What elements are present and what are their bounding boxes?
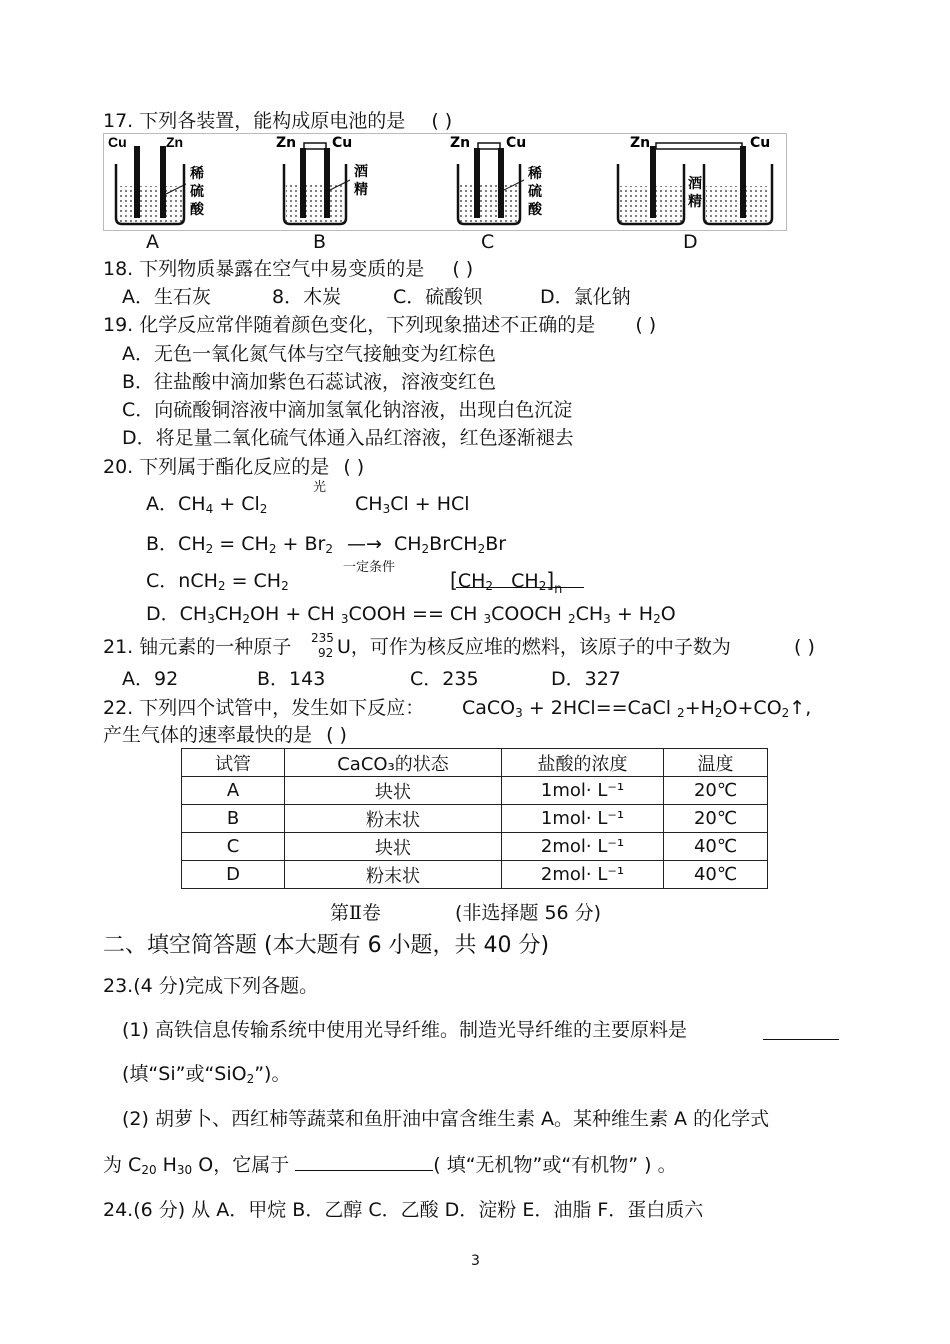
q20-c-label: C． (146, 570, 179, 592)
q22-stem: 22. 下列四个试管中，发生如下反应： (103, 697, 425, 719)
table-cell: 20℃ (664, 777, 768, 805)
q21-stem-b-wrap (337, 638, 731, 657)
q20-d-label: D． (146, 603, 180, 625)
q20-a-condition: 光 (313, 480, 327, 495)
q23-formula-prefix: 为 C (103, 1154, 142, 1176)
q24-stem: 24.(6 分) 从 A．甲烷 B．乙醇 C．乙酸 D．淀粉 E．油脂 F．蛋白质六 (103, 1199, 704, 1221)
label-cu: Cu (332, 135, 353, 151)
q18-option-d: D．氯化钠 (540, 286, 631, 308)
table-cell: 2mol· L⁻¹ (502, 833, 664, 861)
label-cu: Cu (506, 135, 527, 151)
q20-c-polymer: [$CH_2$ $CH_2]_n$ (450, 568, 563, 597)
wire (304, 143, 326, 149)
q20-paren: ( ) (343, 456, 365, 478)
q21-option-d: D．327 (551, 668, 621, 690)
section-heading: 二、填空简答题 (本大题有 6 小题，共 40 分) (103, 933, 550, 958)
figure-label-a: A (146, 231, 159, 253)
liquid-char: 硫 (190, 184, 204, 200)
q21-atomic-number: 92 (318, 646, 334, 660)
label-zn: Zn (276, 135, 297, 151)
figure-d (618, 135, 772, 224)
table-row (182, 805, 768, 833)
table-cell: 2mol· L⁻¹ (502, 861, 664, 889)
label-zn: Zn (450, 135, 471, 151)
table-cell: 块状 (285, 833, 502, 861)
q23-part2-blank[interactable] (295, 1154, 433, 1171)
part2-note: (非选择题 56 分) (455, 902, 602, 924)
q18-option-a: A．生石灰 (122, 286, 211, 308)
q22-line2 (103, 726, 347, 745)
q22-line2-text: 产生气体的速率最快的是 (103, 724, 313, 746)
table-row (182, 833, 768, 861)
table-cell: 40℃ (664, 833, 768, 861)
label-cu: Cu (108, 134, 127, 150)
q23-part2: (2) 胡萝卜、西红柿等蔬菜和鱼肝油中富含维生素 A。某种维生素 A 的化学式 (122, 1108, 770, 1130)
table-header: 盐酸的浓度 (502, 749, 664, 777)
label-cu: Cu (750, 135, 771, 151)
table-cell: 块状 (285, 777, 502, 805)
q19-stem-text: 19. 化学反应常伴随着颜色变化，下列现象描述不正确的是 (103, 314, 596, 336)
q21-option-c: C．235 (410, 668, 479, 690)
electrode-cu (134, 146, 140, 218)
q20-a-label: A． (146, 493, 178, 515)
q20-c-bond-line (456, 587, 584, 588)
table-cell: 40℃ (664, 861, 768, 889)
q21-symbol: U (337, 636, 351, 658)
q20-option-a: A．$CH_4 + Cl_2$ (146, 493, 268, 516)
table-header: 试管 (182, 749, 285, 777)
q19-option-d: D．将足量二氧化硫气体通入品红溶液，红色逐渐褪去 (122, 427, 574, 449)
q18-option-c: C．硫酸钡 (393, 286, 483, 308)
q17-apparatus-figures (104, 134, 786, 230)
figure-label-d: D (683, 231, 698, 253)
liquid-char: 酒 (354, 164, 368, 180)
figure-label-c: C (481, 231, 495, 253)
table-cell: 粉末状 (285, 861, 502, 889)
figure-label-b: B (313, 231, 327, 253)
q18-stem-text: 18. 下列物质暴露在空气中易变质的是 (103, 258, 425, 280)
table-cell: 20℃ (664, 805, 768, 833)
liquid-char: 酸 (190, 202, 204, 218)
liquid-char: 硫 (528, 184, 542, 200)
q17-stem (103, 112, 452, 131)
q17-stem-text: 17. 下列各装置，能构成原电池的是 (103, 110, 406, 132)
q17-figure-strip (103, 133, 787, 231)
q20-stem-text: 20. 下列属于酯化反应的是 (103, 456, 330, 478)
q20-a-product: $CH_3Cl$ + HCl (355, 493, 470, 516)
liquid-char: 酸 (528, 202, 542, 218)
q20-b-arrow: —→ (347, 533, 382, 555)
q20-option-c: C．$nCH_2 = CH_2$ (146, 570, 289, 593)
q23-stem: 23.(4 分)完成下列各题。 (103, 975, 319, 997)
table-header: CaCO₃的状态 (285, 749, 502, 777)
label-zn: Zn (630, 135, 651, 151)
q23-formula-suffix: O，它属于 (198, 1154, 290, 1176)
q19-option-b: B．往盐酸中滴加紫色石蕊试液，溶液变红色 (122, 371, 497, 393)
table-cell: 1mol· L⁻¹ (502, 805, 664, 833)
table-header-row (182, 749, 768, 777)
table-cell: 粉末状 (285, 805, 502, 833)
q18-paren: ( ) (452, 258, 474, 280)
q19-paren: ( ) (635, 314, 657, 336)
q23-part1-hint-b: ”)。 (254, 1063, 291, 1085)
q21-option-b: B．143 (257, 668, 326, 690)
q18-stem (103, 260, 473, 279)
q20-option-d: D．$CH_3CH_2OH$ + CH $_3$COOH == CH $_3$COOCH $_2CH_3 + H_2O$ (146, 603, 676, 626)
table-row (182, 861, 768, 889)
figure-a (108, 134, 205, 224)
liquid-char: 稀 (528, 166, 542, 182)
label-zn: Zn (166, 134, 184, 150)
q21-mass-number: 235 (311, 631, 334, 645)
q23-part1-blank[interactable] (763, 1021, 839, 1044)
q20-b-label: B． (146, 533, 179, 555)
q19-stem (103, 316, 656, 335)
part2-title: 第Ⅱ卷 (330, 902, 381, 924)
liquid-char: 稀 (190, 166, 204, 182)
q23-part1-hint-a: (填“Si”或“SiO (122, 1063, 247, 1085)
q20-c-condition: 一定条件 (343, 560, 396, 575)
table-cell: D (182, 861, 285, 889)
figure-b (276, 135, 368, 224)
table-cell: B (182, 805, 285, 833)
liquid-char: 精 (688, 194, 702, 210)
table-header: 温度 (664, 749, 768, 777)
q23-part1: (1) 高铁信息传输系统中使用光导纤维。制造光导纤维的主要原料是 (122, 1019, 687, 1041)
figure-c (450, 135, 543, 224)
page-number: 3 (471, 1253, 480, 1269)
table-cell: A (182, 777, 285, 805)
q23-part2-hint: ( 填“无机物”或“有机物” ) 。 (433, 1154, 677, 1176)
q20-option-b: B．$CH_2 = CH_2 + Br_2$ —→ $CH_2BrCH_2Br$ (146, 533, 507, 556)
electrode-zn (160, 146, 166, 218)
q18-option-b: 8．木炭 (272, 286, 342, 308)
q21-stem-b: ，可作为核反应堆的燃料，该原子的中子数为 (350, 636, 731, 658)
q21-paren: ( ) (794, 636, 815, 658)
q22-equation: CaCO$_3$ + 2HCl==CaCl $_2+H_2O+CO_2↑$, (462, 697, 812, 720)
table-cell: 1mol· L⁻¹ (502, 777, 664, 805)
q19-option-c: C．向硫酸铜溶液中滴加氢氧化钠溶液，出现白色沉淀 (122, 399, 573, 421)
q17-paren: ( ) (431, 110, 453, 132)
table-cell: C (182, 833, 285, 861)
q20-stem (103, 458, 364, 477)
q21-stem-a: 21. 铀元素的一种原子 (103, 636, 292, 658)
q23-part2-line2: 为 $C_{20}$ $H_{30}$ O，它属于 ( 填“无机物”或“有机物” ) 。 (103, 1154, 677, 1177)
liquid-char: 酒 (688, 176, 702, 192)
q22-table (181, 748, 768, 889)
liquid-char: 精 (354, 182, 368, 198)
q19-option-a: A．无色一氧化氮气体与空气接触变为红棕色 (122, 343, 496, 365)
table-row (182, 777, 768, 805)
q20-c-n: n (554, 582, 563, 597)
q22-paren: ( ) (326, 724, 347, 746)
q23-part1-line2: (填“Si”或“SiO$_2$”)。 (122, 1063, 291, 1086)
q21-option-a: A．92 (122, 668, 179, 690)
